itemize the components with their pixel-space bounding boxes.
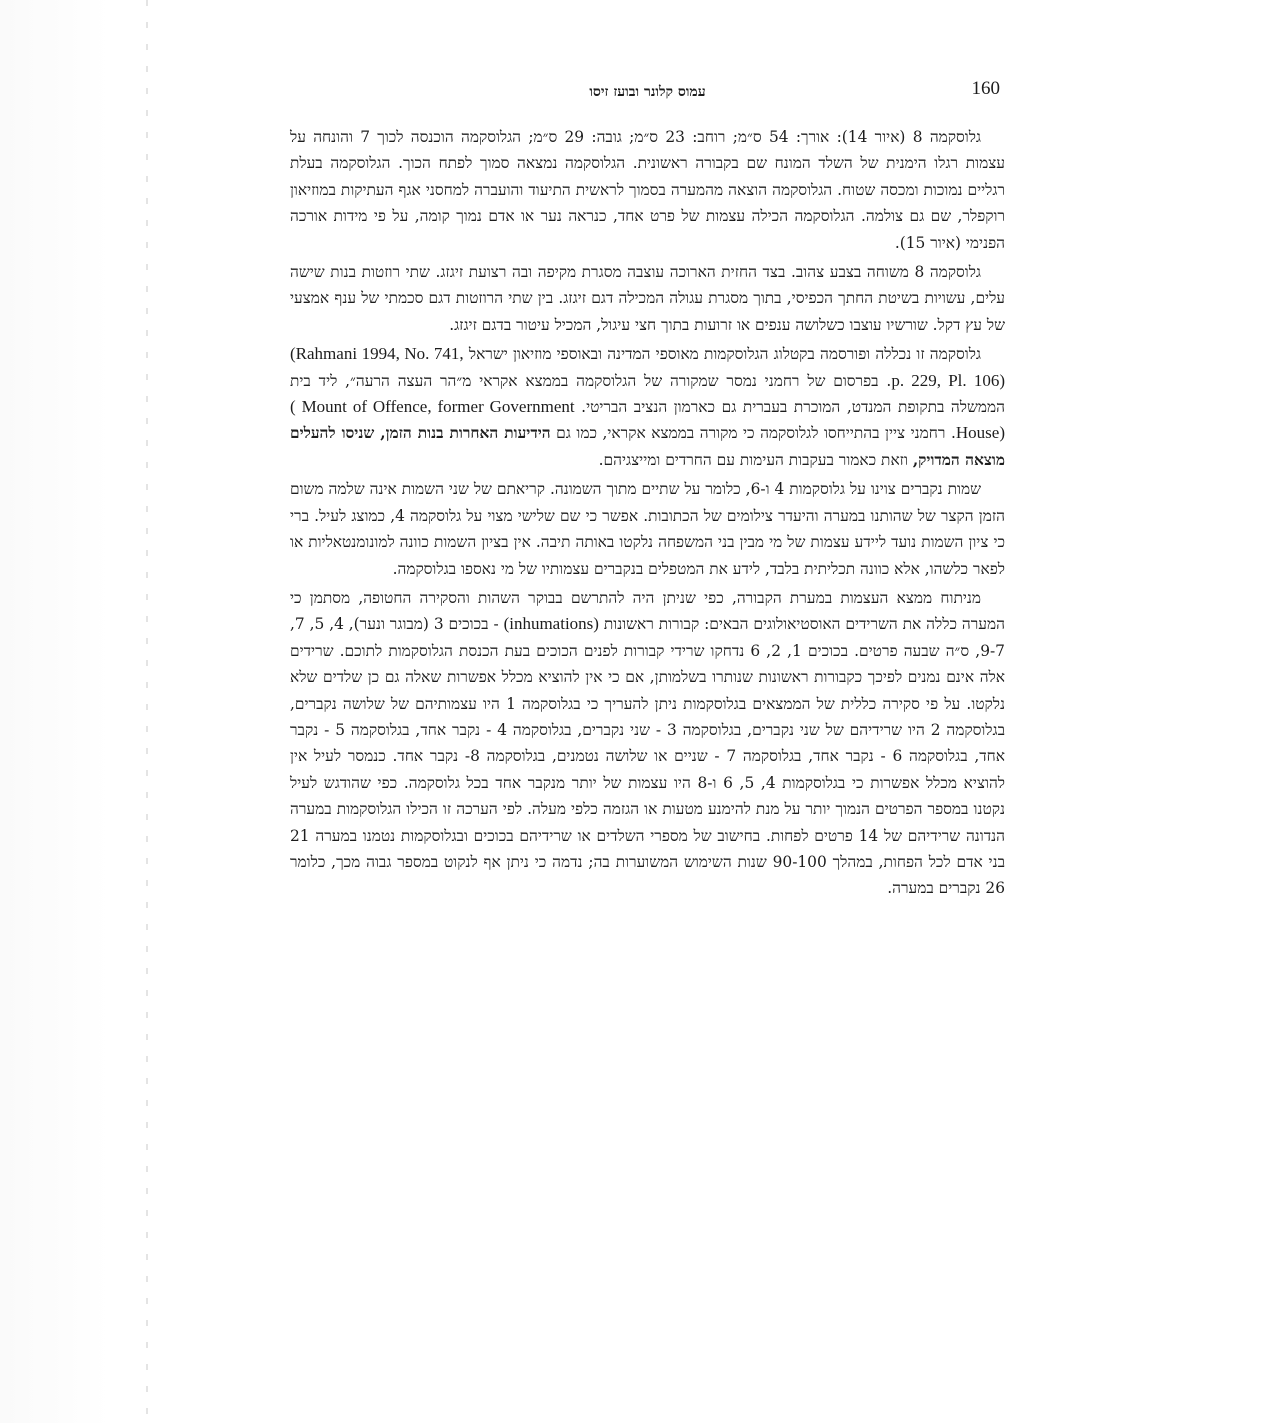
paragraph-bone-analysis xyxy=(290,585,1005,902)
paragraph-text: גלוסקמה זו נכללה ופורסמה בקטלוג הגלוסקמות מאוספי המדינה ובאוספי מוזיאון ישראל xyxy=(468,345,981,364)
page-number: 160 xyxy=(971,78,1000,99)
paragraph-ossuary-8-dimensions xyxy=(290,124,1005,256)
rahmani-citation: (Rahmani 1994, No. 741, p. 229, Pl. 106) xyxy=(290,344,1005,390)
paragraph-text: גלוסקמה 8 (איור 14): אורך: 54 ס״מ; רוחב: 23 ס״מ; גובה: 29 ס״מ; הגלוסקמה הוכנסה לכוך 7 והונחה על עצמות רגלו הימנית של השלד המונח שם בקבורה ראשונית. הגלוסקמה נמצאה סמוך לפתח הכוך. הגלוסקמה בעלת רגליים נמוכות ומכסה שטוח. הגלוסקמה הוצאה מהמערה בסמוך לראשית התיעוד והועברה למחסני אגף העתיקות במוזיאון רוקפלר, שם גם צולמה. הגלוסקמה הכילה עצמות של פרט אחד, כנראה נער או אדם נמוך קומה, על פי מידות אורכה הפנימי (איור 15). xyxy=(290,128,1005,252)
inhumations-term: (inhumations) xyxy=(503,614,599,634)
paragraph-text: גלוסקמה 8 משוחה בצבע צהוב. בצד החזית הארוכה עוצבה מסגרת מקיפה ובה רצועת זיגזג. שתי רוזטות בנות שישה עלים, עשויות בשיטת החתך הכפיסי, בתוך מסגרת עגולה המכילה דגם זיגזג. בין שתי הרוזטות דגם סכמתי של ענף אמצעי של עץ דקל. שורשיו עוצבו כשלושה ענפים או זרועות בתוך חצי עיגול, המכיל עיטור בדגם זיגזג. xyxy=(290,263,1005,334)
paragraph-text: שמות נקברים צוינו על גלוסקמות 4 ו-6, כלומר על שתיים מתוך השמונה. קריאתם של שני השמות אינה שלמה משום הזמן הקצר של שהותנו במערה והיעדר צילומים של הכתובות. אפשר כי שם שלישי מצוי על גלוסקמה 4, כמוצג לעיל. ברי כי ציון השמות נועד ליידע עצמות של מי מבין בני המשפחה נלקטו באותה תיבה. אין בציון השמות כוונה למונומנטאליות או לפאר כלשהו, אלא כוונה תכליתית בלבד, לידע את המטפלים בנקברים עצמותיו של מי נאספו בגלוסקמה. xyxy=(290,480,1005,578)
running-head: עמוס קלונר ובועז זיסו xyxy=(589,84,706,100)
paragraph-text: מניתוח ממצא העצמות במערת הקבורה, כפי שניתן היה להתרשם בבוקר השהות והסקירה החטופה, מסתמן כי המערה כללה את השרידים האוסטיאולוגים הבאים: קבורות ראשונות xyxy=(290,588,1005,634)
body-text xyxy=(290,124,1005,905)
mount-of-offence-reference: ( Mount of Offence, former Government House) xyxy=(290,397,1006,443)
page-header xyxy=(290,78,1005,108)
paragraph-text: וזאת כאמור בעקבות העימות עם החרדים ומייצגיהם. xyxy=(598,450,908,469)
paragraph-text: . רחמני ציין בהתייחסו לגלוסקמה כי מקורה בממצא אקראי, כמו גם xyxy=(556,424,956,443)
paragraph-names-on-ossuaries xyxy=(290,476,1005,582)
paragraph-text: בפרסום של רחמני נמסר שמקורה של הגלוסקמה בממצא אקראי מ״הר העצה הרעה״, ליד בית הממשלה בתקופת המנדט, המוכרת בעברית גם כארמון הנציב הבריטי. xyxy=(290,371,1005,417)
paragraph-ossuary-8-publication: גלוסקמה זו נכללה ופורסמה בקטלוג הגלוסקמות מאוספי המדינה ובאוספי מוזיאון ישראל (Rahmani 1994, No. 741, p. 229, Pl. 106). בפרסום של רחמני נמסר שמקורה של הגלוסקמה בממצא אקראי מ״הר העצה הרעה״, ליד בית הממשלה בתקופת המנדט, המוכרת בעברית גם כארמון הנציב הבריטי. ( Mount of Offence, former Government House). רחמני ציין בהתייחסו לגלוסקמה כי מקורה בממצא אקראי, כמו גם הידיעות האחרות בנות הזמן, שניסו להעלים מוצאה המדויק, וזאת כאמור בעקבות העימות עם החרדים ומייצגיהם. xyxy=(290,344,1006,469)
paragraph-ossuary-8-decoration xyxy=(290,259,1005,338)
scan-artifact-line xyxy=(146,0,148,1423)
paragraph-text: - בכוכים 3 (מבוגר ונער), 4, 5, 7, 9-7, ס״ה שבעה פרטים. בכוכים 1, 2, 6 נדחקו שרידי קבורות לפנים הכוכים בעת הכנסת הגלוסקמות לתוכם. שרידים אלה אינם נמנים לפיכך כקבורות ראשונות שנותרו בשלמותן, אם כי אין להוציא מכלל אפשרות שאלה גם כן שלדים שלא נלקטו. על פי סקירה כללית של הממצאים בגלוסקמות ניתן להעריך כי בגלוסקמה 1 היו עצמותיהם של שלושה נקברים, בגלוסקמה 2 היו שרידיהם של שני נקברים, בגלוסקמה 3 - שני נקברים, בגלוסקמה 4 - נקבר אחד, בגלוסקמה 5 - נקבר אחד, בגלוסקמה 6 - נקבר אחד, בגלוסקמה 7 - שניים או שלושה נטמנים, בגלוסקמה 8- נקבר אחד. כנמסר לעיל אין להוציא מכלל אפשרות כי בגלוסקמות 4, 5, 6 ו-8 היו עצמות של יותר מנקבר אחד בכל גלוסקמה. כפי שהודגש לעיל נקטנו במספר הפרטים הנמוך יותר על מנת להימנע מטעות או הגזמה כלפי מעלה. לפי הערכה זו הכילו הגלוסקמות במערה הנדונה שרידיהם של 14 פרטים לפחות. בחישוב של מספרי השלדים או שרידיהם בכוכים ובגלוסקמות נטמנו במערה 21 בני אדם לכל הפחות, במהלך 90-100 שנות השימוש המשוערות בה; נדמה כי ניתן אף לנקוט במספר גבוה מכך, כלומר 26 נקברים במערה. xyxy=(290,615,1006,898)
bold-phrase: הידיעות האחרות בנות הזמן, שניסו להעלים מוצאה המדויק, xyxy=(290,424,1005,469)
scan-left-margin xyxy=(0,0,158,1423)
